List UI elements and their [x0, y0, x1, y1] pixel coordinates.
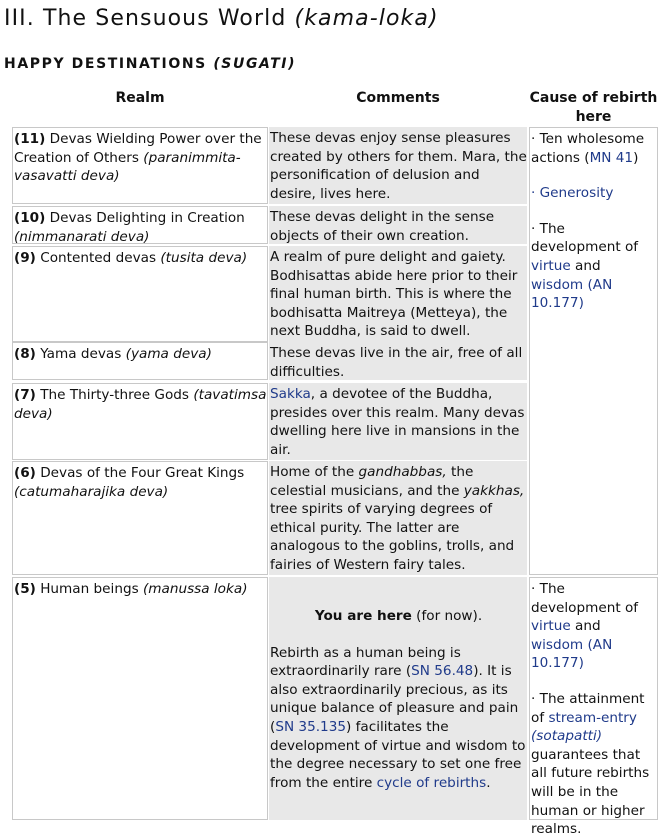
- realm-name: Devas of the Four Great Kings: [35, 465, 245, 481]
- cause-item: [531, 220, 657, 313]
- realm-name: The Thirty-three Gods: [35, 387, 194, 403]
- realm-number: (11): [14, 131, 46, 147]
- cause-cell-upper: [529, 127, 658, 575]
- comment-cell: These devas delight in the sense objects of their own creation.: [269, 206, 527, 244]
- cause-item: [531, 130, 657, 167]
- mn41-link[interactable]: MN 41: [589, 149, 634, 166]
- cause-item: [531, 184, 657, 203]
- wisdom-link[interactable]: wisdom (AN 10.177): [531, 636, 613, 672]
- cause-item: [531, 690, 657, 839]
- you-are-here: [270, 607, 527, 626]
- cause-text: · The development of: [531, 581, 639, 616]
- human-comment: [270, 644, 527, 793]
- realm-pali: (tusita deva): [160, 250, 248, 266]
- cause-item: [531, 580, 657, 673]
- cause-text: and: [570, 618, 601, 635]
- title-text: III. The Sensuous World: [4, 6, 295, 31]
- realm-cell: [12, 127, 268, 204]
- realm-cell: [12, 246, 268, 342]
- realm-number: (6): [14, 465, 36, 481]
- section-text: HAPPY DESTINATIONS: [4, 56, 214, 72]
- cause-text: and: [570, 257, 601, 274]
- comment-cell: These devas enjoy sense pleasures created by others for them. Mara, the personification of delusion and desire, lives here.: [269, 127, 527, 204]
- realm-cell: [12, 206, 268, 244]
- realm-number: (5): [14, 581, 36, 597]
- here-bold: You are here: [314, 608, 412, 624]
- comment-cell: [269, 461, 527, 575]
- realm-pali: (nimmanarati deva): [14, 228, 150, 245]
- realm-pali: (yama deva): [125, 346, 212, 362]
- realm-number: (8): [14, 346, 36, 362]
- stream-entry-link[interactable]: stream-entry: [548, 709, 637, 726]
- cause-text: · The attainment of: [531, 690, 645, 726]
- comment-text: tree spirits of varying degrees of ethical purity. The latter are analogous to the goblins, trolls, and fairies of Western fairy tales.: [270, 501, 515, 573]
- realm-cell: [12, 383, 268, 460]
- title-pali: (kama-loka): [294, 6, 439, 31]
- section-heading: [4, 56, 296, 72]
- header-realm: Realm: [115, 90, 165, 106]
- wisdom-link[interactable]: wisdom (AN 10.177): [531, 276, 613, 312]
- comment-text: Rebirth as a human being is extraordinarily rare (: [270, 644, 461, 680]
- comment-text: .: [486, 774, 491, 791]
- comment-text: ). It is also extraordinarily precious, as its unique balance of pleasure and pain (: [270, 663, 519, 735]
- realm-name: Devas Delighting in Creation: [45, 210, 245, 226]
- cause-text: · The development of: [531, 220, 639, 256]
- realm-pali: (paranimmita-vasavatti deva): [14, 149, 241, 185]
- comment-term: gandhabbas,: [358, 464, 447, 480]
- realm-cell: [12, 461, 268, 575]
- realm-pali: (tavatimsa deva): [14, 387, 267, 422]
- page-title: [4, 6, 439, 31]
- realm-name: Yama devas: [35, 346, 126, 362]
- comment-text: ) facilitates the development of virtue and wisdom to the degree necessary to set one free from the entire: [270, 718, 526, 791]
- realm-name: Devas Wielding Power over the Creation of Others: [14, 131, 262, 166]
- cause-cell-lower: [529, 577, 658, 838]
- cause-text: ): [633, 149, 639, 166]
- virtue-link[interactable]: virtue: [531, 618, 571, 635]
- realm-name: Human beings: [35, 581, 143, 597]
- comment-cell: [269, 577, 527, 820]
- realm-pali: (catumaharajika deva): [14, 483, 169, 500]
- comment-cell: A realm of pure delight and gaiety. Bodhisattas abide here prior to their final human birth. This is where the bodhisatta Maitreya (Metteya), the next Buddha, is said to dwell.: [269, 246, 527, 342]
- comment-text: , a devotee of the Buddha, presides over this realm. Many devas dwelling here live in mansions in the air.: [270, 386, 525, 458]
- comment-cell: These devas live in the air, free of all difficulties.: [269, 342, 527, 380]
- virtue-link[interactable]: virtue: [531, 257, 571, 274]
- realm-pali: (manussa loka): [142, 581, 248, 597]
- sn56-48-link[interactable]: SN 56.48: [411, 663, 474, 680]
- comment-text: the celestial musicians, and the: [270, 464, 474, 499]
- sotapatti-link[interactable]: (sotapatti): [531, 728, 603, 745]
- sn35-135-link[interactable]: SN 35.135: [275, 718, 346, 735]
- header-cause: Cause of rebirth here: [529, 90, 658, 125]
- realm-cell: [12, 577, 268, 820]
- sakka-link[interactable]: Sakka: [270, 386, 311, 402]
- here-rest: (for now).: [411, 608, 483, 624]
- header-comments: Comments: [356, 90, 440, 106]
- realm-cell: [12, 342, 268, 380]
- section-pali: (SUGATI): [213, 56, 297, 72]
- cycle-of-rebirths-link[interactable]: cycle of rebirths: [376, 774, 487, 791]
- realm-number: (9): [14, 250, 36, 266]
- realm-number: (7): [14, 387, 36, 403]
- realm-name: Contented devas: [35, 250, 161, 266]
- generosity-link[interactable]: · Generosity: [531, 185, 614, 202]
- comment-text: Home of the: [270, 464, 359, 480]
- realm-number: (10): [14, 210, 46, 226]
- comment-cell: [269, 383, 527, 460]
- cause-text: guarantees that all future rebirths will be in the human or higher realms.: [531, 746, 650, 838]
- cause-text: · Ten wholesome actions (: [531, 131, 645, 166]
- comment-term: yakkhas,: [463, 482, 525, 499]
